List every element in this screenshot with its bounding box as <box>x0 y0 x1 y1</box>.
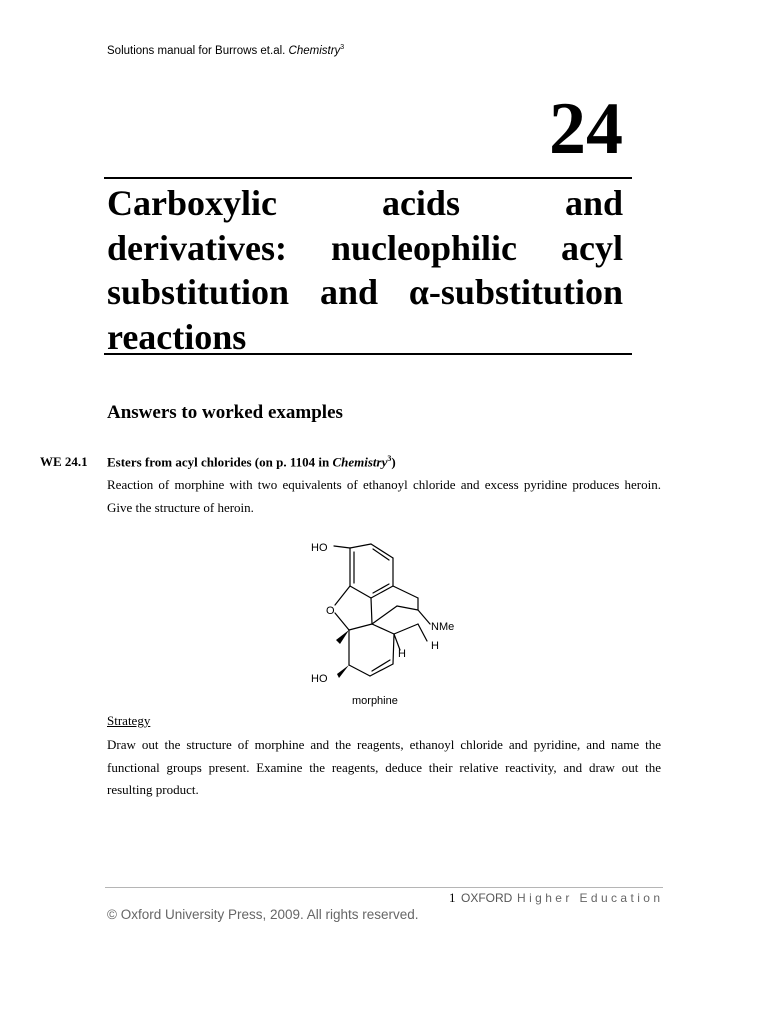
title-word: and <box>319 272 378 312</box>
title-word: derivatives: <box>107 227 287 268</box>
page-number: 1 <box>449 890 456 905</box>
chapter-number: 24 <box>549 88 623 170</box>
title-word: reactions <box>107 316 247 357</box>
hydroxyl-label-bottom: HO <box>311 673 328 685</box>
publisher-logo: OXFORD <box>461 891 513 905</box>
title-word: nucleophilic <box>330 227 517 268</box>
we-title-book: Chemistry <box>332 454 388 470</box>
morphine-structure-figure <box>300 534 470 710</box>
chapter-title <box>107 181 623 359</box>
section-heading: Answers to worked examples <box>107 402 343 423</box>
title-line <box>107 270 623 315</box>
strategy-heading: Strategy <box>107 713 151 728</box>
title-line <box>107 181 623 226</box>
figure-caption: morphine <box>352 695 398 707</box>
we-title-superscript: 3 <box>387 454 392 463</box>
imprint-text: Higher Education <box>517 891 664 905</box>
title-word: acyl <box>561 227 623 268</box>
running-head <box>107 44 344 57</box>
title-rule-bottom <box>104 353 632 355</box>
question-text: Reaction of morphine with two equivalents of ethanoyl chloride and excess pyridine produces heroin. Give the structure of heroin. <box>107 477 661 515</box>
hydroxyl-label-top: HO <box>311 542 328 554</box>
running-head-superscript: 3 <box>340 44 345 51</box>
hydrogen-label: H <box>398 648 406 660</box>
ether-oxygen-label: O <box>326 605 335 617</box>
running-head-book: Chemistry <box>288 44 341 57</box>
title-word: substitution <box>107 272 290 312</box>
title-rule-top <box>104 177 632 179</box>
title-line <box>107 226 623 271</box>
running-head-text: Solutions manual for Burrows et.al. <box>107 44 289 57</box>
hydrogen-label: H <box>431 640 439 652</box>
title-word: Carboxylic <box>107 183 277 223</box>
worked-example-title <box>107 454 396 470</box>
strategy-text: Draw out the structure of morphine and the reagents, ethanoyl chloride and pyridine, and name the functional groups present. Examine the reagents, deduce their relative reactivity, and draw out the resulting product. <box>107 737 661 797</box>
nme-label: NMe <box>431 621 455 633</box>
copyright-notice: © Oxford University Press, 2009. All rights reserved. <box>107 907 419 922</box>
we-title-text: Esters from acyl chlorides (on p. 1104 in <box>107 454 333 470</box>
we-title-close: ) <box>391 454 396 470</box>
worked-example-number: WE 24.1 <box>40 454 88 469</box>
footer-rule <box>105 887 663 888</box>
title-word: acids <box>381 183 460 223</box>
title-word: α-substitution <box>408 272 623 312</box>
title-word: and <box>564 183 623 223</box>
